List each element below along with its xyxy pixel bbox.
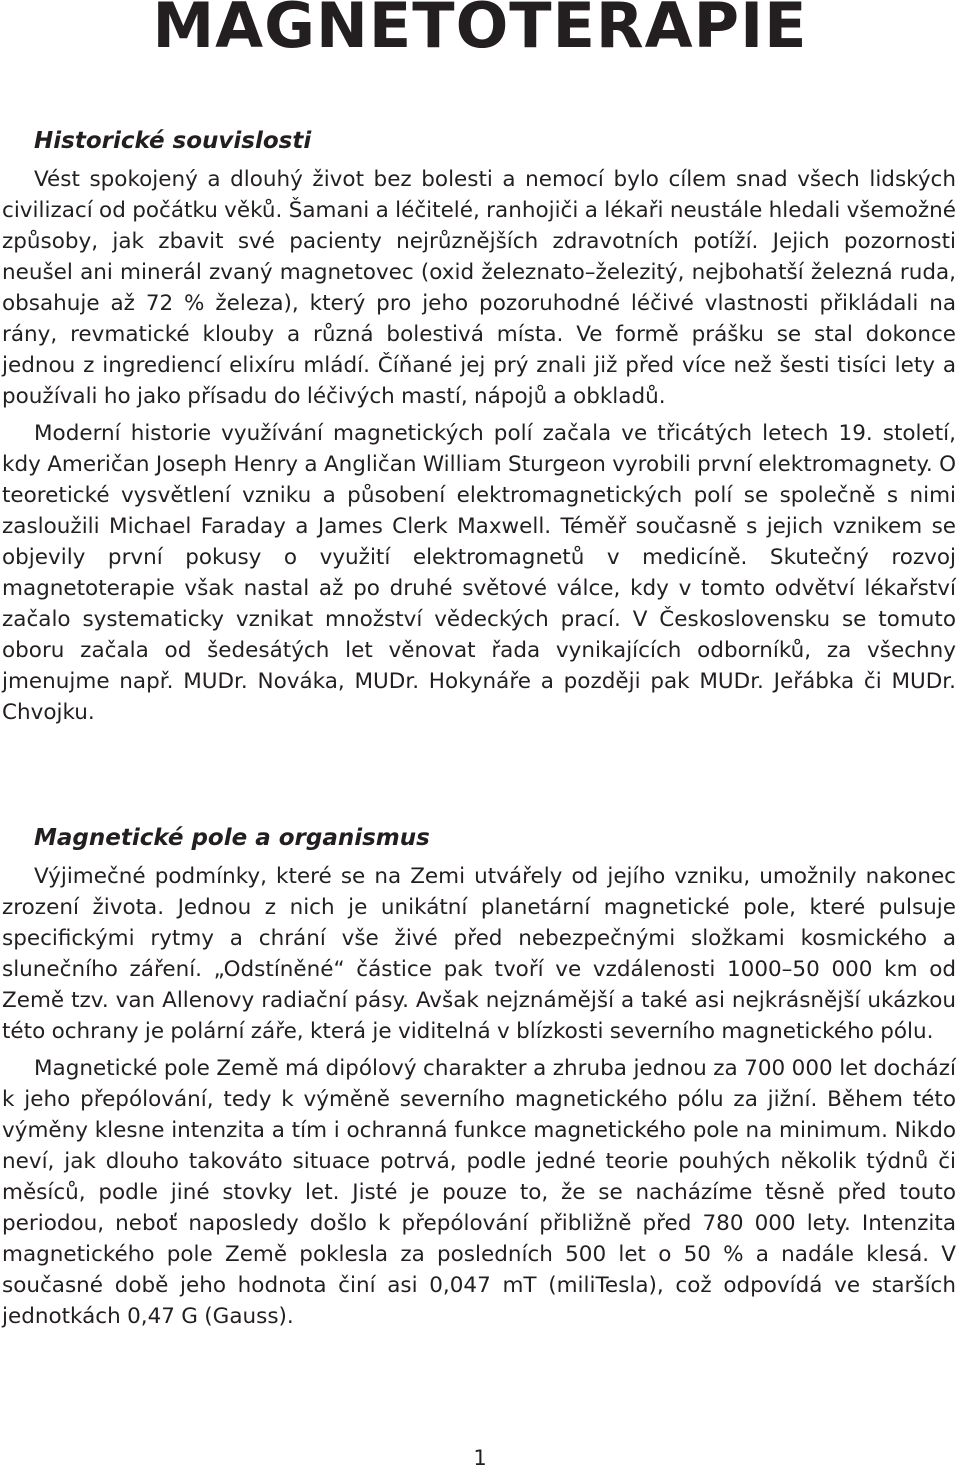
section-historicke-souvislosti xyxy=(2,126,956,734)
page-title: MAGNETOTERAPIE xyxy=(152,0,808,62)
paragraph: Výjimečné podmínky, které se na Zemi utvářely od jejího vzniku, umožnily nakonec zrození života. Jednou z nich je unikátní planetární magnetické pole, které pulsuje specifickými rytmy a chrání vše živé před nebezpečnými složkami kosmického a slunečního záření. „Odstíněné“ částice pak tvoří ve vzdálenosti 1000–50 000 km od Země tzv. van Allenovy radiační pásy. Avšak nejznámější a také asi nejkrásnější ukázkou této ochrany je polární záře, která je viditelná v blízkosti severního magnetického pólu. xyxy=(2,864,956,1044)
section-heading: Magnetické pole a organismus xyxy=(34,825,430,851)
page-number: 1 xyxy=(473,1446,487,1470)
section-magneticke-pole xyxy=(2,823,956,1338)
section-heading: Historické souvislosti xyxy=(34,128,312,154)
paragraph: Moderní historie využívání magnetických polí začala ve třicátých letech 19. století, kdy Američan Joseph Henry a Angličan William Sturgeon vyrobili první elektromagnety. O teoretické vysvětlení vzniku a působení elektromagnetických polí se společně s nimi zasloužili Michael Faraday a James Clerk Maxwell. Téměř současně s jejich vznikem se objevily první pokusy o využití elektromagnetů v medicíně. Skutečný rozvoj magnetoterapie však nastal až po druhé světové válce, kdy v tomto odvětví lékařství začalo systematicky vznikat množství vědeckých prací. V Československu se tomuto oboru začala od šedesátých let věnovat řada vynikajících odborníků, za všechny jmenujme např. MUDr. Nováka, MUDr. Hokynáře a později pak MUDr. Jeřábka či MUDr. Chvojku. xyxy=(2,421,956,725)
paragraph: Vést spokojený a dlouhý život bez bolesti a nemocí bylo cílem snad všech lidských civilizací od počátku věků. Šamani a léčitelé, ranhojiči a lékaři neustále hledali všemožné způsoby, jak zbavit své pacienty nejrůznějších zdravotních potíží. Jejich pozornosti neušel ani minerál zvaný magnetovec (oxid železnato–železitý, nejbohatší železná ruda, obsahuje až 72 % železa), který pro jeho pozoruhodné léčivé vlastnosti přikládali na rány, revmatické klouby a různá bolestivá místa. Ve formě prášku se stal dokonce jednou z ingrediencí elixíru mládí. Číňané jej prý znali již před více než šesti tisíci lety a používali ho jako přísadu do léčivých mastí, nápojů a obkladů. xyxy=(2,167,956,409)
paragraph: Magnetické pole Země má dipólový charakter a zhruba jednou za 700 000 let dochází k jeho přepólování, tedy k výměně severního magnetického pólu za jižní. Během této výměny klesne intenzita a tím i ochranná funkce magnetického pole na minimum. Nikdo neví, jak dlouho takováto situace potrvá, podle jedné teorie pouhých několik týdnů či měsíců, podle jiné stovky let. Jisté je pouze to, že se nacházíme těsně před touto periodou, neboť naposledy došlo k přepólování přibližně před 780 000 lety. Intenzita magnetického pole Země poklesla za posledních 500 let o 50 % a nadále klesá. V současné době jeho hodnota činí asi 0,047 mT (miliTesla), což odpovídá ve starších jednotkách 0,47 G (Gauss). xyxy=(2,1056,956,1329)
